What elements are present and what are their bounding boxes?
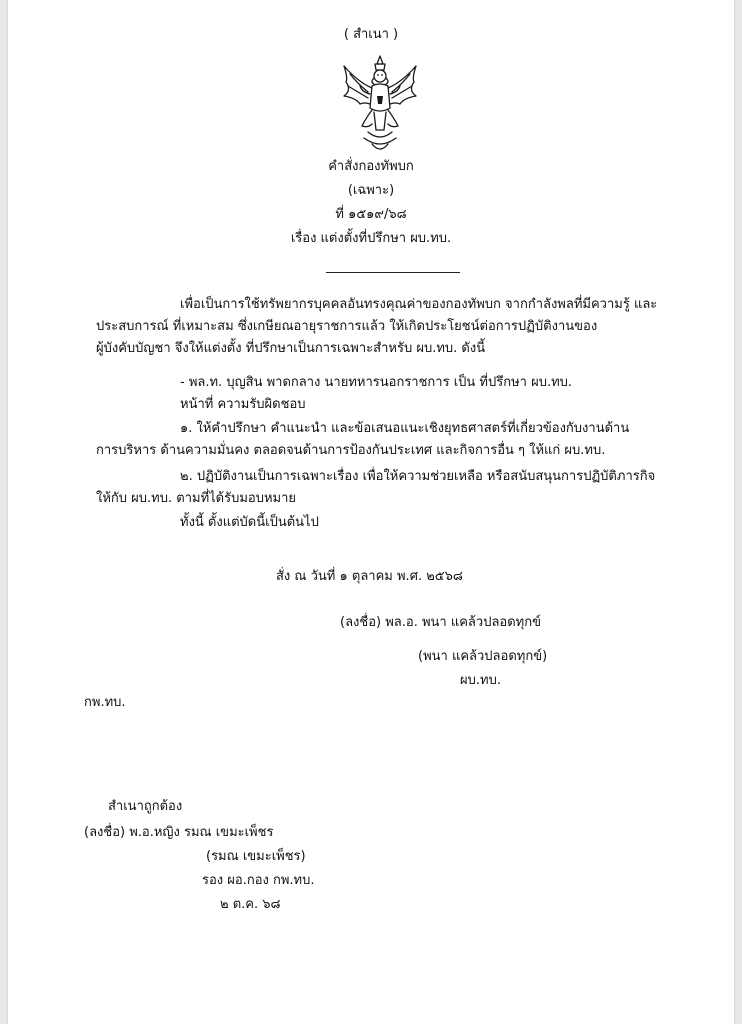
effective-line: ทั้งนี้ ตั้งแต่บัดนี้เป็นต้นไป: [180, 515, 319, 530]
certifier-name: (รมณ เขมะเพ็ชร): [206, 849, 306, 864]
certification-date: ๒ ต.ค. ๖๘: [220, 897, 281, 912]
intro-line-3: ผู้บังคับบัญชา จึงให้แต่งตั้ง ที่ปรึกษาเป็นการเฉพาะสำหรับ ผบ.ทบ. ดังนี้: [96, 341, 486, 356]
classification: (เฉพาะ): [347, 183, 395, 198]
duty-1-line-1: ๑. ให้คำปรึกษา คำแนะนำ และข้อเสนอแนะเชิงยุทธศาสตร์ที่เกี่ยวข้องกับงานด้าน: [180, 421, 630, 436]
order-title: คำสั่งกองทัพบก: [328, 159, 414, 174]
divider: [326, 272, 460, 273]
intro-line-1: เพื่อเป็นการใช้ทรัพยากรบุคคลอันทรงคุณค่าของกองทัพบก จากกำลังพลที่มีความรู้ และ: [180, 297, 658, 312]
order-number: ที่ ๑๕๑๙/๖๘: [335, 207, 407, 222]
certified-copy: สำเนาถูกต้อง: [108, 799, 183, 814]
distribution: กพ.ทบ.: [84, 695, 126, 710]
copy-mark: ( สำเนา ): [343, 27, 399, 42]
signer-position: ผบ.ทบ.: [460, 673, 501, 688]
certifier-position: รอง ผอ.กอง กพ.ทบ.: [202, 873, 315, 888]
intro-paragraph: [96, 294, 657, 360]
signer-signed-line: (ลงชื่อ) พล.อ. พนา แคล้วปลอดทุกข์: [340, 615, 541, 630]
duty-2: [96, 466, 655, 510]
duty-1-line-2: การบริหาร ด้านความมั่นคง ตลอดจนด้านการป้องกันประเทศ และกิจการอื่น ๆ ให้แก่ ผบ.ทบ.: [96, 443, 606, 458]
duties-heading: หน้าที่ ความรับผิดชอบ: [180, 397, 306, 412]
appointee-line: - พล.ท. บุญสิน พาดกลาง นายทหารนอกราชการ เป็น ที่ปรึกษา ผบ.ทบ.: [180, 375, 573, 390]
date-line: สั่ง ณ วันที่ ๑ ตุลาคม พ.ศ. ๒๕๖๘: [276, 569, 463, 584]
duty-2-line-1: ๒. ปฏิบัติงานเป็นการเฉพาะเรื่อง เพื่อให้ความช่วยเหลือ หรือสนับสนุนการปฏิบัติภารกิจ: [180, 469, 656, 484]
intro-line-2: ประสบการณ์ ที่เหมาะสม ซึ่งเกษียณอายุราชการแล้ว ให้เกิดประโยชน์ต่อการปฏิบัติงานของ: [96, 319, 598, 334]
certifier-signed-line: (ลงชื่อ) พ.อ.หญิง รมณ เขมะเพ็ชร: [84, 825, 274, 840]
subject: เรื่อง แต่งตั้งที่ปรึกษา ผบ.ทบ.: [290, 231, 452, 246]
duty-2-line-2: ให้กับ ผบ.ทบ. ตามที่ได้รับมอบหมาย: [96, 491, 297, 506]
document-page: [8, 0, 734, 1024]
signer-name: (พนา แคล้วปลอดทุกข์): [418, 649, 548, 664]
duty-1: [96, 418, 629, 462]
garuda-emblem-icon: [338, 52, 422, 156]
